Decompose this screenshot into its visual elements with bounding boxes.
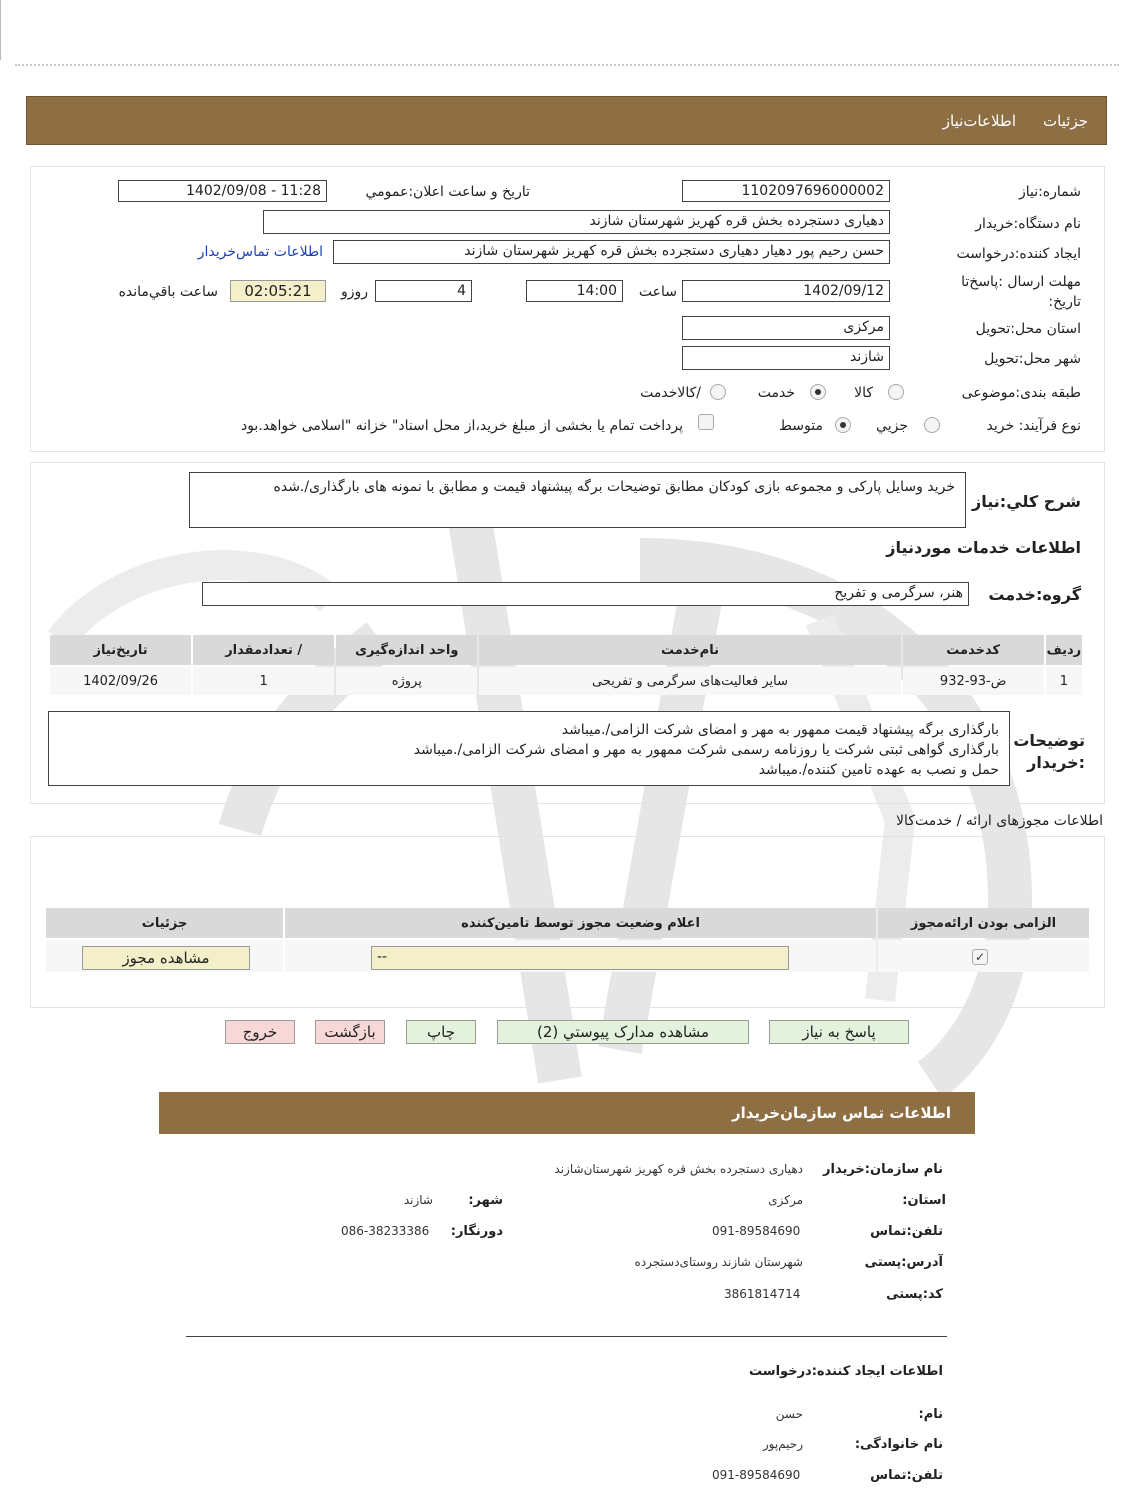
creator-family-label: نام خانوادگی: (854, 1437, 943, 1452)
creator-family-value: رحیم‌پور (762, 1437, 803, 1451)
col-permit-required: الزامی بودن ارائه‌مجوز (878, 908, 1089, 938)
need-number-field: 1102097696000002 (682, 180, 890, 202)
contact-divider (186, 1336, 947, 1337)
back-button[interactable]: بازگشت (315, 1020, 385, 1044)
category-label: طبقه بندی:موضوعی (961, 385, 1081, 401)
treasury-payment-checkbox[interactable] (698, 414, 714, 430)
creator-field: حسن رحیم پور دهیار دهیاری دستجرده بخش قره کهریز شهرستان شازند (333, 240, 890, 264)
buyer-org-field: دهیاری دستجرده بخش قره کهریز شهرستان شازند (263, 210, 890, 234)
contact-postal-value: 3861814714 (724, 1287, 801, 1301)
remaining-time: 02:05:21 (230, 280, 326, 302)
days-field: 4 (375, 280, 472, 302)
col-permit-details: جزئیات (46, 908, 283, 938)
tab-need-info[interactable]: اطلاعات‌نیاز (942, 112, 1016, 130)
details-header-bar (26, 96, 1107, 145)
contact-fax-value: 086-38233386 (341, 1224, 430, 1238)
frame-edge (0, 0, 1, 60)
services-table (48, 633, 1084, 697)
creator-label: ایجاد کننده:درخواست (956, 246, 1081, 262)
permit-status-field: -- (371, 946, 789, 970)
buyer-notes-box (48, 711, 1010, 786)
cell-service-code: ض-93-932 (903, 667, 1044, 695)
print-button[interactable]: چاپ (406, 1020, 476, 1044)
services-table-header (50, 635, 1082, 665)
contact-address-label: آدرس:پستی (864, 1255, 943, 1270)
province-field: مرکزی (682, 316, 890, 340)
process-radio-minor[interactable] (924, 417, 940, 433)
contact-org-value: دهیاری دستجرده بخش قره کهریز شهرستان‌شازند (554, 1162, 803, 1176)
creator-phone-value: 091-89584690 (712, 1468, 801, 1482)
days-label: روزو (340, 284, 368, 300)
view-attachments-button[interactable]: مشاهده مدارک پیوستي (2) (497, 1020, 749, 1044)
creator-phone-label: تلفن:تماس (870, 1468, 943, 1483)
city-label: شهر محل:تحویل (984, 351, 1081, 367)
cell-service-name: سایر فعالیت‌های سرگرمی و تفریحی (479, 667, 900, 695)
creator-info-title: اطلاعات ایجاد کننده:درخواست (749, 1364, 943, 1379)
buyer-notes-label: توضیحات :خریدار (1013, 731, 1085, 772)
deadline-time-field: 14:00 (526, 280, 623, 302)
tab-details[interactable]: جزئیات (1043, 112, 1088, 130)
contact-city-value: شازند (403, 1193, 433, 1207)
permit-required-checkbox: ✓ (972, 949, 988, 965)
process-option-minor: جزیي (876, 418, 908, 434)
category-radio-service[interactable] (810, 384, 826, 400)
treasury-payment-note: پرداخت تمام یا بخشی از مبلغ خرید،از محل اسناد" خزانه "اسلامی خواهد.بود (240, 418, 683, 434)
col-need-date: تاریخ‌نیاز (50, 635, 191, 665)
deadline-label: مهلت ارسال :پاسخ‌تا تاریخ: (961, 274, 1081, 310)
cell-quantity: 1 (193, 667, 334, 695)
creator-name-label: نام: (918, 1407, 943, 1422)
buyer-note-line: حمل و نصب به عهده تامین کننده/.میباشد (758, 762, 999, 778)
category-option-goods-service: /کالاخدمت (640, 385, 701, 401)
process-label: نوع فرآیند: خرید (986, 418, 1081, 434)
buyer-org-label: نام دستگاه:خریدار (975, 216, 1081, 232)
contact-phone-label: تلفن:تماس (870, 1224, 943, 1239)
announce-label: تاریخ و ساعت اعلان:عمومي (365, 184, 530, 200)
contact-fax-label: دورنگار: (450, 1224, 503, 1239)
col-service-name: نام‌خدمت (479, 635, 900, 665)
process-option-medium: متوسط (779, 418, 823, 434)
exit-button[interactable]: خروج (225, 1020, 295, 1044)
buyer-note-line: بارگذاری گواهی ثبتی شرکت یا روزنامه رسمی شرکت ممهور به مهر و امضای شرکت الزامی/.میباشد (413, 742, 999, 758)
creator-name-value: حسن (775, 1407, 803, 1421)
permits-table-header (46, 908, 1089, 938)
cell-unit: پروژه (336, 667, 477, 695)
need-number-label: شماره:نیاز (1018, 184, 1081, 200)
category-option-service: خدمت (757, 385, 795, 401)
service-group-field: هنر، سرگرمی و تفریح (202, 582, 969, 606)
buyer-contact-link[interactable]: اطلاعات تماس‌خریدار (197, 244, 323, 260)
contact-postal-label: کد:پستی (886, 1287, 943, 1302)
cell-need-date: 1402/09/26 (50, 667, 191, 695)
col-quantity: / تعدادمقدار (193, 635, 334, 665)
category-option-goods: کالا (854, 385, 873, 401)
contact-phone-value: 091-89584690 (712, 1224, 801, 1238)
services-title: اطلاعات خدمات موردنیاز (886, 538, 1081, 557)
view-permit-button[interactable]: مشاهده مجوز (82, 946, 250, 970)
contact-province-value: مرکزی (768, 1193, 803, 1207)
col-row-number: ردیف (1046, 635, 1082, 665)
province-label: استان محل:تحویل (975, 321, 1081, 337)
contact-city-label: شهر: (468, 1193, 503, 1208)
deadline-date-field: 1402/09/12 (682, 280, 890, 302)
process-radio-medium[interactable] (835, 417, 851, 433)
contact-org-label: نام سازمان:خریدار (823, 1162, 943, 1177)
remaining-label: ساعت باقي‌مانده (118, 284, 218, 300)
col-permit-status: اعلام وضعیت مجوز توسط تامین‌کننده (285, 908, 876, 938)
contact-province-label: استان: (902, 1193, 946, 1208)
category-radio-goods-service[interactable] (710, 384, 726, 400)
col-unit: واحد اندازه‌گیری (336, 635, 477, 665)
summary-text: خرید وسایل پارکی و مجموعه بازی کودکان مطابق توضیحات برگه پیشنهاد قیمت و مطابق با نمونه های بارگذاری/.شده (189, 472, 966, 528)
table-row (50, 667, 1082, 695)
category-radio-goods[interactable] (888, 384, 904, 400)
city-field: شازند (682, 346, 890, 370)
announce-field: 1402/09/08 - 11:28 (118, 180, 327, 202)
contact-title: اطلاعات تماس سازمان‌خریدار (731, 1104, 951, 1122)
permits-title: اطلاعات مجوزهای ارائه / خدمت‌کالا (896, 813, 1103, 829)
reply-button[interactable]: پاسخ به نیاز (769, 1020, 909, 1044)
summary-label: شرح کلي:نیاز (972, 492, 1081, 511)
cell-row-number: 1 (1046, 667, 1082, 695)
contact-header-bar (159, 1092, 975, 1134)
contact-address-value: شهرستان شازند روستای‌دستجرده (634, 1255, 803, 1269)
top-divider (15, 64, 1119, 66)
col-service-code: کدخدمت (903, 635, 1044, 665)
buyer-note-line: بارگذاری برگه پیشنهاد قیمت ممهور به مهر و امضای شرکت الزامی/.میباشد (561, 722, 999, 738)
deadline-time-label: ساعت (638, 284, 677, 300)
service-group-label: گروه:خدمت (988, 585, 1081, 604)
